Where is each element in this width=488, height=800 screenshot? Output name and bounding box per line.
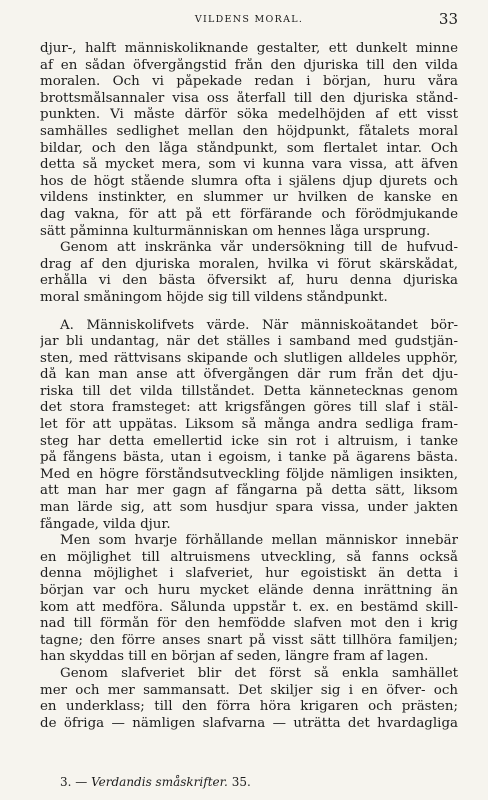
text-line: bildar, och den låga ståndpunkt, som flertalet intar. Och [40, 140, 458, 156]
text-line: Genom att inskränka vår undersökning till de hufvud- [60, 240, 458, 256]
text-line: man lärde sig, att som husdjur spara vissa, under jakten [40, 500, 458, 516]
page-number: 33 [438, 10, 458, 28]
text-line: A. Människolifvets värde. När människoätandet bör- [60, 317, 458, 333]
footer-series: Verdandis småskrifter. [91, 775, 228, 789]
text-line: sätt påminna kulturmänniskan om hennes låga ursprung. [40, 223, 431, 239]
running-head: VILDENS MORAL. [194, 14, 304, 25]
text-line: moral småningom höjde sig till vildens ståndpunkt. [40, 289, 388, 305]
text-line: då kan man anse att öfvergången där rum från det dju- [40, 367, 458, 383]
paragraph [40, 240, 458, 306]
text-line: tagne; den förre anses snart på visst sätt tillhöra familjen; [40, 632, 458, 648]
page-header [40, 10, 458, 32]
text-line: mer och mer sammansatt. Det skiljer sig i en öfver- och [40, 682, 458, 698]
text-line: punkten. Vi måste därför söka medelhöjden af ett visst [40, 107, 458, 123]
paragraph [40, 666, 458, 732]
text-line: brottsmålsannaler visa oss återfall till den djuriska stånd- [40, 90, 458, 106]
text-line: riska till det vilda tillståndet. Detta kännetecknas genom [40, 383, 458, 399]
footer-signature: 3. — [60, 775, 88, 789]
text-line: dag vakna, för att på ett förfärande och förödmjukande [40, 206, 458, 222]
text-line: moralen. Och vi påpekade redan i början, huru våra [40, 74, 458, 90]
section-gap [40, 307, 458, 318]
text-line: han skyddas till en början af seden, längre fram af lagen. [40, 649, 429, 665]
paragraph [40, 41, 458, 240]
text-line: djur-, halft människoliknande gestalter, ett dunkelt minne [40, 41, 458, 56]
text-line: let för att uppätas. Liksom så många andra sedliga fram- [40, 417, 458, 433]
text-line: steg har detta emellertid icke sin rot i altruism, i tanke [40, 433, 458, 449]
text-line: det stora framsteget: att krigsfången göres till slaf i stäl- [40, 400, 458, 416]
text-line: Men som hvarje förhållande mellan människor innebär [60, 533, 458, 549]
text-line: af en sådan öfvergångstid från den djuriska till den vilda [40, 57, 458, 73]
text-line: de öfriga — nämligen slafvarna — uträtta det hvardagliga [40, 715, 458, 731]
text-line: att man har mer gagn af fångarna på detta sätt, liksom [40, 483, 458, 499]
text-line: början var och huru mycket elände denna inrättning än [40, 583, 458, 598]
text-line: denna möjlighet i slafveriet, hur egoistiskt än detta i [40, 566, 458, 582]
text-line: jar bli undantag, när det ställes i samband med gudstjän- [40, 334, 458, 350]
text-line: detta så mycket mera, som vi kunna vara vissa, att äfven [40, 157, 458, 173]
text-line: kom att medföra. Sålunda uppstår t. ex. en bestämd skill- [40, 599, 458, 615]
text-line: en möjlighet till altruismens utveckling, så fanns också [40, 549, 458, 565]
text-line: Med en högre förståndsutveckling följde nämligen insikten, [40, 466, 458, 482]
text-line: drag af den djuriska moralen, hvilka vi förut skärskådat, [40, 256, 458, 272]
text-line: erhålla vi den bästa öfversikt af, huru denna djuriska [40, 273, 458, 289]
body-text [40, 41, 458, 732]
text-line: fångade, vilda djur. [40, 516, 171, 532]
text-line: vildens instinkter, en slummer ur hvilken de kanske en [40, 190, 458, 206]
text-line: samhälles sedlighet mellan den höjdpunkt, fåtalets moral [40, 123, 458, 139]
paragraph [40, 533, 458, 666]
paragraph [40, 318, 458, 534]
text-line: en underklass; till den förra höra krigaren och prästen; [40, 699, 458, 715]
text-line: sten, med rättvisans skipande och slutligen alldeles upphör, [40, 350, 458, 366]
text-line: på fångens bästa, utan i egoism, i tanke på ägarens bästa. [40, 450, 458, 466]
text-line: Genom slafveriet blir det först så enkla samhället [60, 665, 458, 681]
text-line: nad till förmån för den hemfödde slafven mot den i krig [40, 616, 458, 632]
footer-number: 35. [231, 775, 251, 789]
text-line: hos de högt stående slumra ofta i själens djup djurets och [40, 173, 458, 189]
page-footer [60, 775, 251, 789]
